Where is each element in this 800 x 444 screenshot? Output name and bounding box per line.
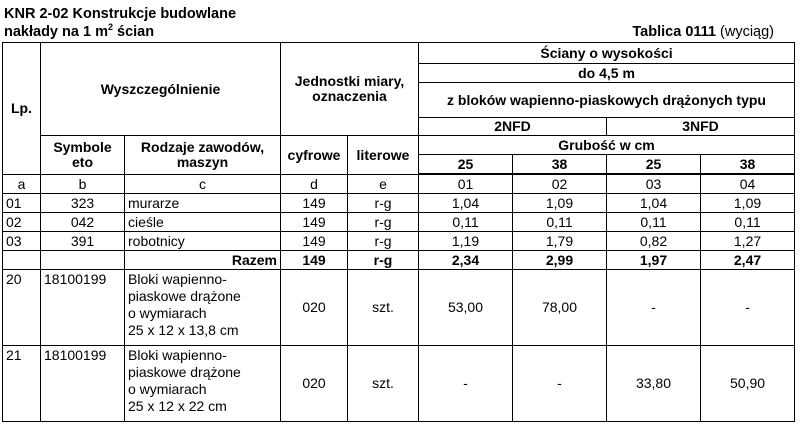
- row-value: 0,82: [607, 232, 701, 251]
- row-symbol: 042: [41, 213, 125, 232]
- material-literowe: szt.: [348, 270, 419, 346]
- document-title: KNR 2-02 Konstrukcje budowlane: [4, 6, 237, 22]
- table-row: [3, 213, 795, 232]
- index-cell: 01: [419, 175, 513, 194]
- material-value: -: [419, 346, 513, 422]
- header-g3: 25: [607, 155, 701, 174]
- total-value: 2,34: [419, 251, 513, 270]
- header-rodzaje: Rodzaje zawodów, maszyn: [125, 136, 281, 175]
- header-3nfd: 3NFD: [607, 118, 795, 136]
- index-cell: 03: [607, 175, 701, 194]
- row-value: 0,11: [419, 213, 513, 232]
- total-empty: [3, 251, 41, 270]
- index-cell: c: [125, 175, 281, 194]
- material-name-line: Bloki wapienno-: [128, 271, 227, 287]
- document-subtitle: [4, 24, 154, 40]
- row-literowe: r-g: [348, 213, 419, 232]
- material-value: -: [513, 346, 607, 422]
- index-row: [3, 175, 795, 194]
- row-cyfrowe: 149: [281, 232, 348, 251]
- total-value: 2,47: [701, 251, 795, 270]
- material-value: 33,80: [607, 346, 701, 422]
- material-cyfrowe: 020: [281, 346, 348, 422]
- material-literowe: szt.: [348, 346, 419, 422]
- material-name-line: o wymiarach: [128, 305, 207, 321]
- header-sciany: Ściany o wysokości: [419, 43, 795, 64]
- row-value: 1,04: [607, 194, 701, 213]
- header-2nfd: 2NFD: [419, 118, 607, 136]
- row-literowe: r-g: [348, 194, 419, 213]
- material-cyfrowe: 020: [281, 270, 348, 346]
- index-cell: e: [348, 175, 419, 194]
- index-cell: 04: [701, 175, 795, 194]
- subtitle-sup: 2: [107, 22, 113, 32]
- material-value: 50,90: [701, 346, 795, 422]
- index-cell: 02: [513, 175, 607, 194]
- norms-table: [2, 42, 795, 422]
- index-cell: d: [281, 175, 348, 194]
- material-name-line: piaskowe drążone: [128, 288, 241, 304]
- total-value: 2,99: [513, 251, 607, 270]
- table-row: [3, 194, 795, 213]
- total-value: 1,97: [607, 251, 701, 270]
- row-value: 0,11: [701, 213, 795, 232]
- index-cell: b: [41, 175, 125, 194]
- row-name: robotnicy: [125, 232, 281, 251]
- row-lp: 01: [3, 194, 41, 213]
- header-g1: 25: [419, 155, 513, 174]
- material-name-line: 25 x 12 x 13,8 cm: [128, 322, 239, 338]
- material-name-line: 25 x 12 x 22 cm: [128, 398, 227, 414]
- row-literowe: r-g: [348, 232, 419, 251]
- row-cyfrowe: 149: [281, 194, 348, 213]
- total-label: Razem: [125, 251, 281, 270]
- total-literowe: r-g: [348, 251, 419, 270]
- material-name: [125, 270, 281, 346]
- material-lp: 21: [3, 346, 41, 422]
- material-value: 78,00: [513, 270, 607, 346]
- row-value: 1,09: [701, 194, 795, 213]
- header-grubosc: Grubość w cm: [419, 136, 795, 155]
- material-row: [3, 270, 795, 346]
- material-name-line: piaskowe drążone: [128, 364, 241, 380]
- total-empty: [41, 251, 125, 270]
- table-row: [3, 232, 795, 251]
- material-name: [125, 346, 281, 422]
- material-name-line: Bloki wapienno-: [128, 347, 227, 363]
- row-value: 0,11: [513, 213, 607, 232]
- header-lp: Lp.: [3, 43, 41, 175]
- header-g4: 38: [701, 155, 795, 174]
- material-value: 53,00: [419, 270, 513, 346]
- material-value: -: [701, 270, 795, 346]
- material-name-line: o wymiarach: [128, 381, 207, 397]
- material-value: -: [607, 270, 701, 346]
- subtitle-pre: nakłady na 1 m: [4, 24, 108, 40]
- material-symbol: 18100199: [41, 270, 125, 346]
- header-do45: do 4,5 m: [419, 64, 795, 83]
- row-symbol: 323: [41, 194, 125, 213]
- material-symbol: 18100199: [41, 346, 125, 422]
- row-value: 1,09: [513, 194, 607, 213]
- material-lp: 20: [3, 270, 41, 346]
- total-row: [3, 251, 795, 270]
- header-cyfrowe: cyfrowe: [281, 136, 348, 175]
- header-wyszczegolnienie: Wyszczególnienie: [41, 43, 281, 136]
- row-value: 0,11: [607, 213, 701, 232]
- row-lp: 02: [3, 213, 41, 232]
- header-bloki: z bloków wapienno-piaskowych drążonych typu: [419, 83, 795, 118]
- header-jednostki: Jednostki miary, oznaczenia: [281, 43, 419, 136]
- total-cyfrowe: 149: [281, 251, 348, 270]
- table-label: Tablica 0111: [632, 24, 716, 40]
- table-reference: [632, 24, 774, 40]
- row-lp: 03: [3, 232, 41, 251]
- index-cell: a: [3, 175, 41, 194]
- header-symbole: Symbole eto: [41, 136, 125, 175]
- table-note: (wyciąg): [715, 24, 774, 40]
- row-name: cieśle: [125, 213, 281, 232]
- row-value: 1,27: [701, 232, 795, 251]
- header-g2: 38: [513, 155, 607, 174]
- material-row: [3, 346, 795, 422]
- row-name: murarze: [125, 194, 281, 213]
- row-value: 1,19: [419, 232, 513, 251]
- row-value: 1,79: [513, 232, 607, 251]
- subtitle-post: ścian: [112, 24, 155, 40]
- header-literowe: literowe: [348, 136, 419, 175]
- row-value: 1,04: [419, 194, 513, 213]
- row-cyfrowe: 149: [281, 213, 348, 232]
- row-symbol: 391: [41, 232, 125, 251]
